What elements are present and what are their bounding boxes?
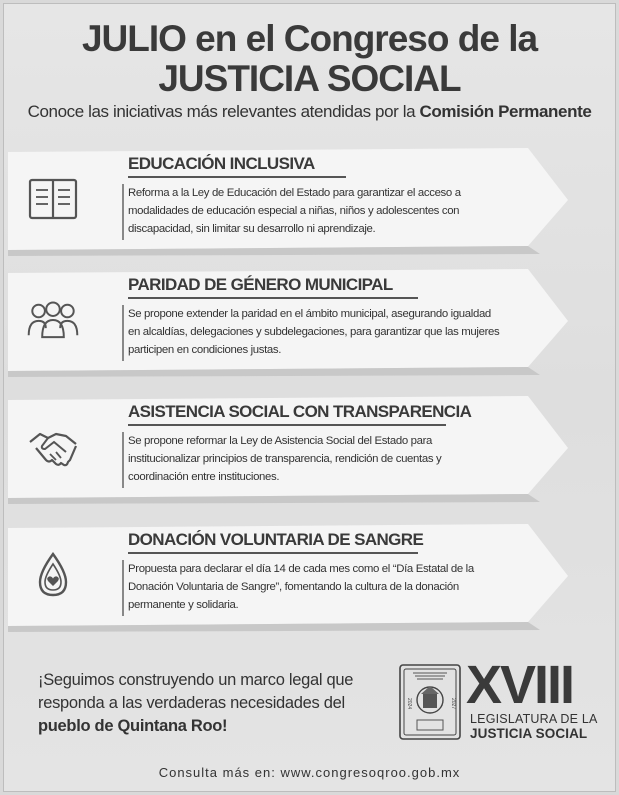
text-bar (122, 184, 124, 240)
heading-underline (128, 297, 418, 299)
initiative-heading: DONACIÓN VOLUNTARIA DE SANGRE (128, 530, 424, 549)
blood-drop-icon (26, 548, 80, 602)
svg-text:2027: 2027 (450, 698, 456, 710)
svg-text:2024: 2024 (406, 698, 412, 710)
website-link[interactable]: Consulta más en: www.congresoqroo.gob.mx (158, 765, 461, 780)
handshake-icon (26, 420, 80, 474)
initiative-heading: EDUCACIÓN INCLUSIVA (128, 154, 315, 173)
legislature-number: XVIII (466, 655, 574, 715)
page-title-line1: JULIO en el Congreso de la (81, 18, 538, 59)
page-title-line2: JUSTICIA SOCIAL (158, 58, 461, 99)
legislature-slogan: JUSTICIA SOCIAL (470, 726, 588, 741)
page-subtitle (0, 102, 619, 122)
initiative-card-4 (8, 522, 568, 634)
subtitle-text: Conoce las iniciativas más relevantes atendidas por la (27, 102, 420, 121)
initiative-heading: ASISTENCIA SOCIAL CON TRANSPARENCIA (128, 402, 472, 421)
subtitle-bold: Comisión Permanente (419, 102, 592, 121)
closing-line-1: ¡Seguimos construyendo un marco legal que (38, 671, 354, 689)
text-bar (122, 432, 124, 488)
closing-message (38, 669, 388, 738)
text-bar (122, 560, 124, 616)
initiative-card-2 (8, 267, 568, 379)
initiative-text: Reforma a la Ley de Educación del Estado para garantizar el acceso a modalidades de educación especial a niñas, niños y adolescentes con discapacidad, sin limitar su desarrollo ni aprendizaje. (128, 187, 461, 235)
legislature-label: LEGISLATURA DE LA (470, 712, 598, 726)
heading-underline (128, 552, 418, 554)
book-icon (26, 172, 80, 226)
initiative-card-1 (8, 146, 568, 258)
heading-underline (128, 176, 346, 178)
initiative-text: Se propone reformar la Ley de Asistencia Social del Estado para institucionalizar principios de transparencia, rendición de cuentas y coordinación entre instituciones. (128, 435, 442, 483)
initiative-heading: PARIDAD DE GÉNERO MUNICIPAL (128, 275, 393, 294)
heading-underline (128, 424, 446, 426)
initiative-text: Se propone extender la paridad en el ámbito municipal, asegurando igualdad en alcaldías, delegaciones y subdelegaciones, para garantizar que las mujeres participen en condiciones justas. (128, 308, 500, 356)
text-bar (122, 305, 124, 361)
initiative-text: Propuesta para declarar el día 14 de cada mes como el “Día Estatal de la Donación Voluntaria de Sangre”, fomentando la cultura de la donación permanente y solidaria. (128, 563, 474, 611)
congress-seal-logo (399, 664, 461, 740)
closing-line-3: pueblo de Quintana Roo! (38, 717, 228, 735)
closing-line-2: responda a las verdaderas necesidades del (38, 694, 345, 712)
group-icon (26, 293, 80, 347)
initiative-card-3 (8, 394, 568, 506)
